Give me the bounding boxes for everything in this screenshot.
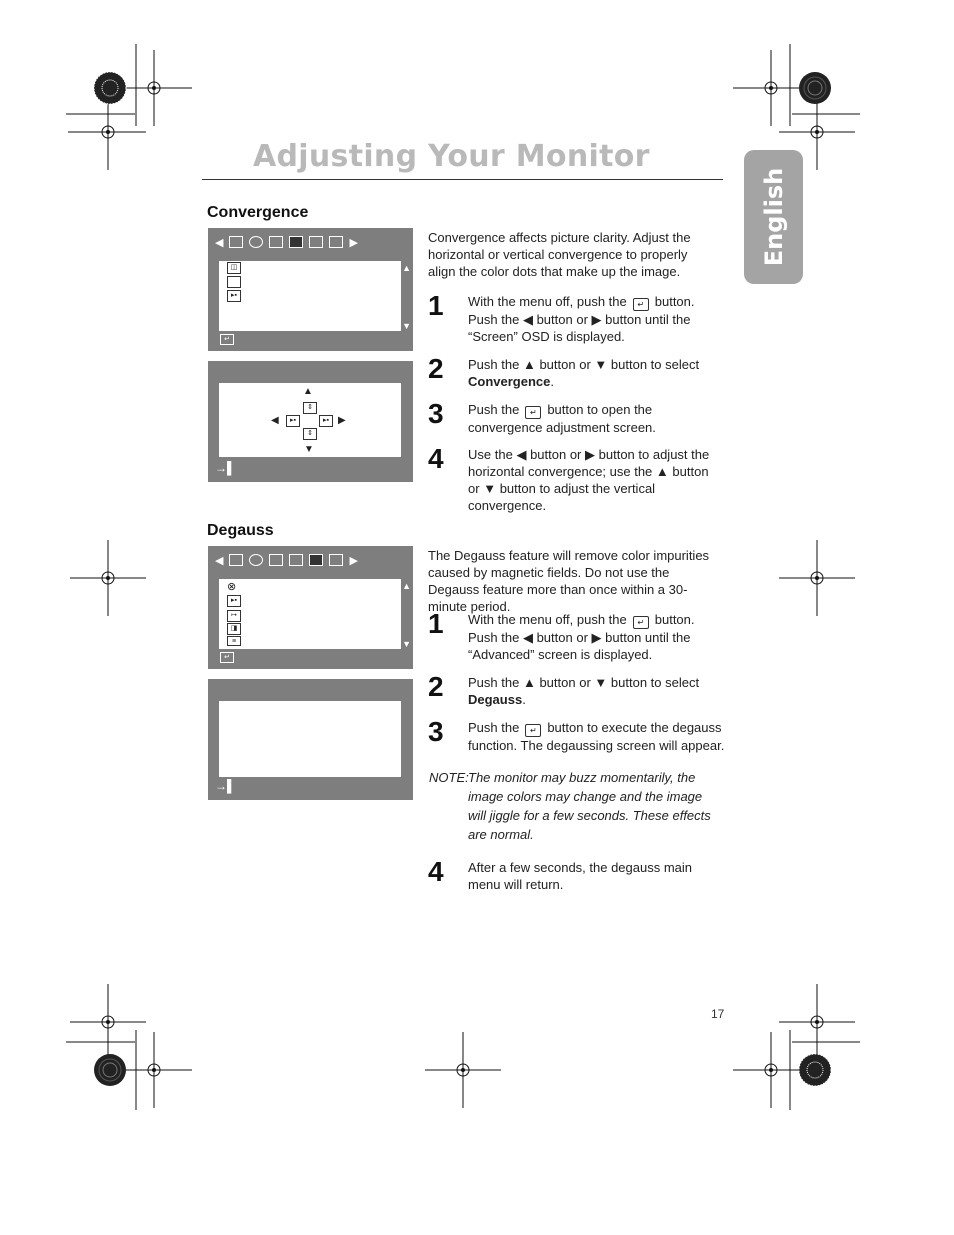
step-text: “Screen” OSD is displayed.	[468, 329, 625, 344]
note-label: NOTE:	[429, 770, 469, 785]
blank-icon	[227, 276, 241, 288]
left-arrow-icon: ◀	[215, 236, 224, 249]
step-text: button or	[536, 630, 588, 645]
step-text: Push the	[468, 357, 520, 372]
degauss-step-1	[468, 611, 723, 663]
enter-icon: ↵	[220, 334, 234, 345]
right-arrow-icon: ▶	[591, 630, 602, 645]
step-text: convergence.	[468, 498, 547, 513]
step-text: button until the	[605, 312, 691, 327]
step-text: button to execute the degauss	[547, 720, 722, 735]
scroll-down-icon: ▼	[402, 321, 411, 331]
scroll-up-icon: ▲	[402, 581, 411, 591]
exit-icon: →▌	[215, 461, 236, 475]
title-divider	[202, 179, 723, 180]
vertical-convergence-icon: ⇕	[303, 402, 317, 414]
osd-adjust-area	[219, 383, 401, 457]
step-text: button or	[536, 312, 588, 327]
right-arrow-icon: ▶	[349, 236, 358, 249]
language-icon: ≡	[227, 636, 241, 646]
vertical-convergence-icon: ⇕	[303, 428, 317, 440]
osd-menu-tabs	[215, 550, 358, 570]
down-arrow-icon: ▼	[594, 357, 608, 372]
convergence-icon: ▸▪	[227, 290, 241, 302]
up-arrow-icon: ▲	[303, 386, 313, 397]
left-arrow-icon: ◀	[516, 447, 527, 462]
osd-convergence-adjust	[208, 361, 413, 482]
step-text: “Advanced” screen is displayed.	[468, 647, 653, 662]
osd-screen-menu	[208, 228, 413, 351]
degauss-step-2	[468, 674, 723, 708]
down-arrow-icon: ▼	[483, 481, 497, 496]
setup-icon	[329, 236, 343, 248]
convergence-step-2	[468, 356, 723, 390]
right-arrow-icon: ▶	[585, 447, 596, 462]
step-text: With the menu off, push the	[468, 612, 627, 627]
setup-icon	[329, 554, 343, 566]
step-text: Push the	[468, 402, 520, 417]
step-number: 3	[428, 398, 444, 429]
step-number: 2	[428, 671, 444, 702]
osd-item-list	[219, 261, 401, 331]
osd-menu-tabs	[215, 232, 358, 252]
section-heading-convergence: Convergence	[207, 204, 309, 221]
advanced-icon	[309, 554, 323, 566]
page-title: Adjusting Your Monitor	[253, 139, 650, 174]
degauss-step-3	[468, 719, 728, 754]
tilt-icon: ◨	[227, 623, 241, 635]
convergence-step-1	[468, 293, 723, 345]
enter-key-icon: ↵	[633, 616, 649, 629]
step-text: button to select	[610, 357, 700, 372]
exit-icon: →▌	[215, 779, 236, 793]
step-text: With the menu off, push the	[468, 294, 627, 309]
step-number: 2	[428, 353, 444, 384]
advanced-icon	[309, 236, 323, 248]
step-text: button to open the	[547, 402, 653, 417]
right-arrow-icon: ▶	[349, 554, 358, 567]
enter-icon: ↵	[220, 652, 234, 663]
step-text: button until the	[605, 630, 691, 645]
osd-advanced-menu	[208, 546, 413, 669]
moire-icon: ◫	[227, 262, 241, 274]
step-text: button to adjust the	[598, 447, 710, 462]
step-text: button	[672, 464, 709, 479]
step-text: button to select	[610, 675, 700, 690]
step-text: convergence adjustment screen.	[468, 420, 656, 435]
enter-key-icon: ↵	[525, 724, 541, 737]
rotation-icon: ▸▪	[227, 595, 241, 607]
step-text: function. The degaussing screen will appear.	[468, 738, 725, 753]
osd-degauss-screen	[208, 679, 413, 800]
language-tab	[744, 150, 803, 284]
size-icon	[269, 236, 283, 248]
step-number: 1	[428, 608, 444, 639]
horizontal-convergence-icon: ▸▪	[319, 415, 333, 427]
down-arrow-icon: ▼	[304, 444, 314, 455]
step-text: Use the	[468, 447, 513, 462]
left-arrow-icon: ◀	[522, 630, 533, 645]
position-icon	[229, 554, 243, 566]
step-text: button or	[539, 675, 591, 690]
language-tab-label: English	[759, 167, 788, 267]
up-arrow-icon: ▲	[522, 675, 536, 690]
size-icon	[269, 554, 283, 566]
step-text: button or	[530, 447, 582, 462]
convergence-intro: Convergence affects picture clarity. Adjust the horizontal or vertical convergence to properly align the color dots that make up the image.	[428, 230, 691, 279]
step-text: After a few seconds, the degauss main	[468, 860, 693, 875]
left-arrow-icon: ◀	[522, 312, 533, 327]
geometry-icon	[249, 236, 263, 248]
step-text: Push the	[468, 312, 520, 327]
step-text: .	[522, 692, 526, 707]
section-heading-degauss: Degauss	[207, 522, 274, 539]
screen-icon	[289, 236, 303, 248]
geometry-icon	[249, 554, 263, 566]
right-arrow-icon: ▶	[338, 415, 346, 426]
left-arrow-icon: ◀	[215, 554, 224, 567]
degauss-step-4	[468, 859, 723, 893]
step-text: Push the	[468, 630, 520, 645]
screen-icon	[289, 554, 303, 566]
enter-key-icon: ↵	[633, 298, 649, 311]
left-arrow-icon: ◀	[271, 415, 279, 426]
osd-item-list	[219, 579, 401, 649]
step-text: button or	[539, 357, 591, 372]
step-number: 4	[428, 856, 444, 887]
step-text: button.	[654, 294, 695, 309]
osd-blank-area	[219, 701, 401, 777]
scroll-up-icon: ▲	[402, 263, 411, 273]
position-icon	[229, 236, 243, 248]
step-text: Push the	[468, 720, 520, 735]
step-emphasis: Degauss	[468, 692, 523, 707]
step-number: 1	[428, 290, 444, 321]
recall-icon: ↦	[227, 610, 241, 622]
step-number: 4	[428, 443, 444, 474]
up-arrow-icon: ▲	[522, 357, 536, 372]
up-arrow-icon: ▲	[655, 464, 669, 479]
step-text: menu will return.	[468, 877, 564, 892]
note-text: The monitor may buzz momentarily, the image colors may change and the image will jiggle for a few seconds. These effects are normal.	[468, 770, 711, 842]
scroll-down-icon: ▼	[402, 639, 411, 649]
convergence-step-4	[468, 446, 723, 514]
down-arrow-icon: ▼	[594, 675, 608, 690]
enter-key-icon: ↵	[525, 406, 541, 419]
step-emphasis: Convergence	[468, 374, 551, 389]
degauss-icon: ⊗	[227, 581, 237, 593]
step-text: button to adjust the vertical	[499, 481, 656, 496]
step-text: .	[550, 374, 554, 389]
step-text: horizontal convergence; use the	[468, 464, 653, 479]
convergence-step-3	[468, 401, 723, 436]
step-text: button.	[654, 612, 695, 627]
step-text: Push the	[468, 675, 520, 690]
horizontal-convergence-icon: ▸▪	[286, 415, 300, 427]
right-arrow-icon: ▶	[591, 312, 602, 327]
step-text: or	[468, 481, 480, 496]
page-number: 17	[711, 1007, 725, 1021]
degauss-intro: The Degauss feature will remove color impurities caused by magnetic fields. Do not use the Degauss feature more than once within a 30-minute period.	[428, 548, 710, 614]
step-number: 3	[428, 716, 444, 747]
